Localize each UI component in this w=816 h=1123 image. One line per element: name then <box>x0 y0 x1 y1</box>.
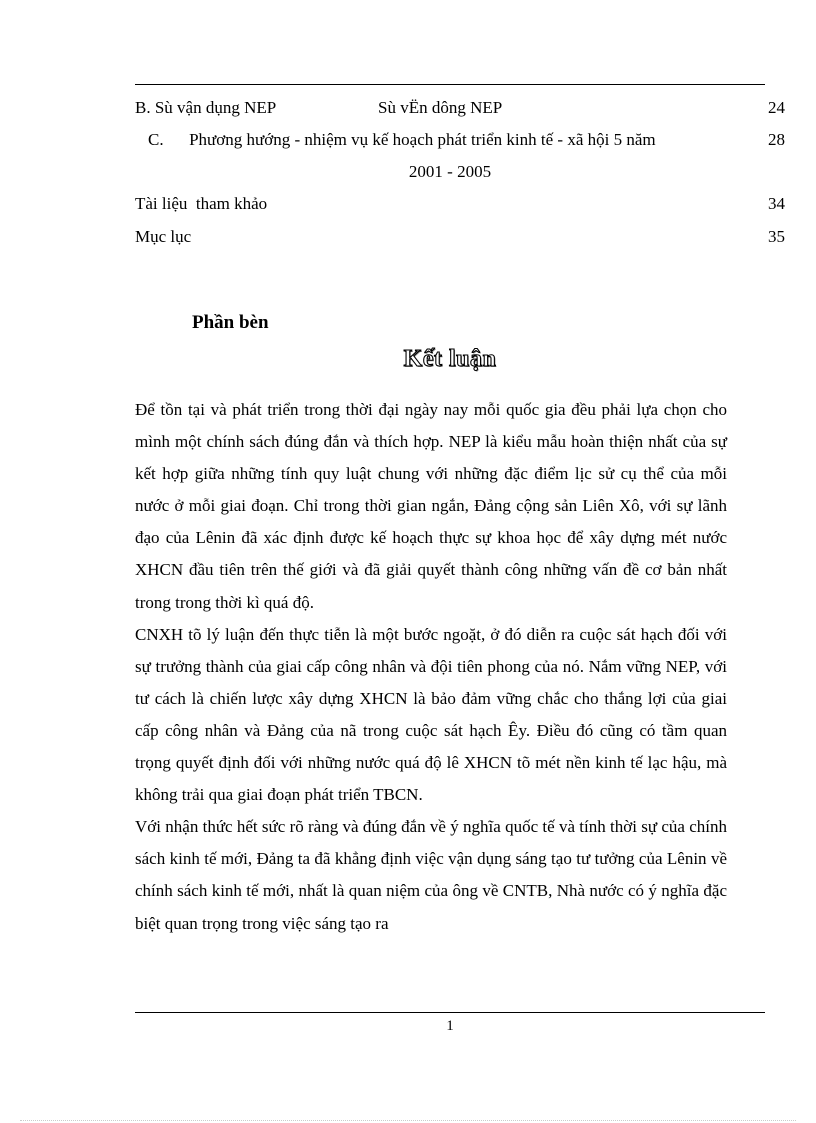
toc-page-number: 34 <box>768 194 785 213</box>
header-rule <box>135 84 765 85</box>
toc-label: Tài liệu tham khảo <box>135 194 268 213</box>
page-edge <box>20 1120 796 1121</box>
toc-page-number: 24 <box>768 98 785 117</box>
conclusion-heading: Kết luận <box>403 346 497 372</box>
toc-page-number: 35 <box>768 227 785 246</box>
page-number: 1 <box>446 1018 454 1034</box>
toc-row-references[interactable] <box>135 189 785 219</box>
paragraph: Với nhận thức hết sức rõ ràng và đúng đắn về ý nghĩa quốc tế và tính thời sự của chính sách kinh tế mới, Đảng ta đã khẳng định việc vận dụng sáng tạo tư tưởng của Lênin về chính sách kinh tế mới, nhất là quan niệm của ông về CNTB, Nhà nước có ý nghĩa đặc biệt quan trọng trong việc sáng tạo ra <box>135 817 727 933</box>
toc-label: C. Phương hướng - nhiệm vụ kế hoạch phát triển kinh tế - xã hội 5 năm <box>148 130 656 149</box>
toc-page-number: 28 <box>768 130 785 149</box>
toc-row-c[interactable] <box>135 125 785 155</box>
section-title: Phần bèn <box>192 312 269 333</box>
footer-rule <box>135 1012 765 1013</box>
toc-row-index[interactable] <box>135 222 785 252</box>
toc-label-continuation: 2001 - 2005 <box>408 162 492 181</box>
body-text <box>135 394 727 940</box>
toc-label-duplicate: Sù vËn dông NEP <box>378 98 503 117</box>
toc-row-b[interactable] <box>135 93 785 123</box>
paragraph: Để tồn tại và phát triển trong thời đại ngày nay mỗi quốc gia đều phải lựa chọn cho mình một chính sách đúng đắn và thích hợp. NEP là kiểu mẫu hoàn thiện nhất của sự kết hợp giữa những tính quy luật chung với những đặc điểm lịc sử cụ thể của mỗi nước ở mỗi giai đoạn. Chỉ trong thời gian ngắn, Đảng cộng sản Liên Xô, với sự lãnh đạo của Lênin đã xác định được kế hoạch thực sự khoa học để xây dựng mét nước XHCN đầu tiên trên thế giới và đã giải quyết thành công những vấn đề cơ bản nhất trong trong thời kì quá độ. <box>135 400 727 612</box>
toc-label: B. Sù vận dụng NEP <box>135 98 277 117</box>
toc-label: Mục lục <box>135 227 192 246</box>
paragraph: CNXH tõ lý luận đến thực tiễn là một bước ngoặt, ở đó diễn ra cuộc sát hạch đối với sự trưởng thành của giai cấp công nhân và đội tiên phong của nó. Nắm vững NEP, với tư cách là chiến lược xây dựng XHCN là bảo đảm vững chắc cho thắng lợi của giai cấp công nhân và Đảng của nã trong cuộc sát hạch Êy. Điều đó cũng có tầm quan trọng quyết định đối với những nước quá độ lê XHCN tõ mét nền kinh tế lạc hậu, mà không trải qua giai đoạn phát triển TBCN. <box>135 624 727 805</box>
